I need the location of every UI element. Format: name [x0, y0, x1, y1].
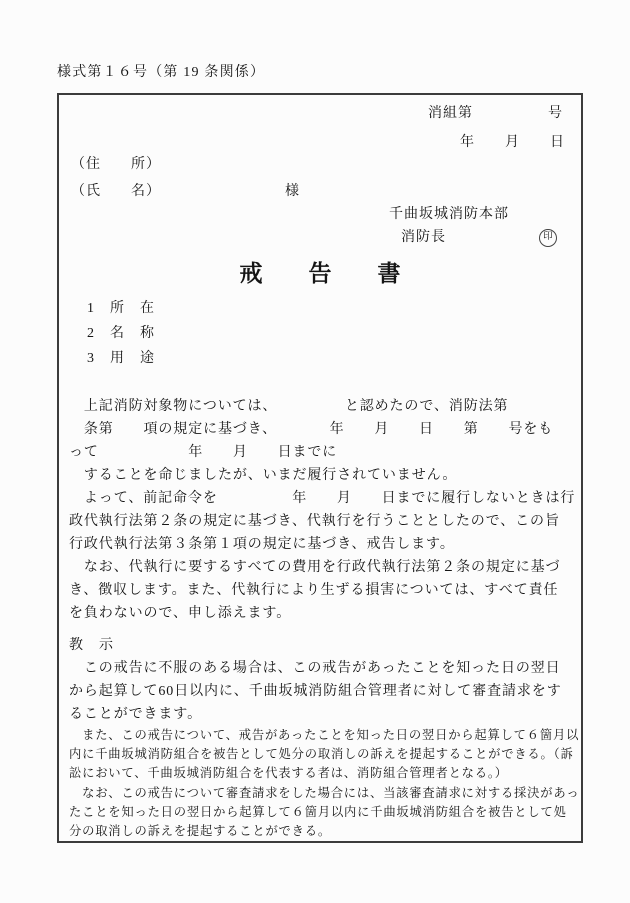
body-line: 上記消防対象物については、 と認めたので、消防法第	[69, 399, 509, 414]
instruction-small-line: 訟において、千曲坂城消防組合を代表する者は、消防組合管理者となる。）	[69, 766, 508, 781]
sender-line	[59, 227, 581, 248]
instruction-line: この戒告に不服のある場合は、この戒告があったことを知った日の翌日	[69, 661, 561, 676]
instruction-heading: 教 示	[69, 638, 114, 653]
document-frame	[57, 93, 583, 843]
document-title: 戒 告 書	[239, 261, 401, 286]
instruction-small-line: また、この戒告について、戒告があったことを知った日の翌日から起算して６箇月以	[69, 728, 580, 742]
instruction-small-line: 分の取消しの訴えを提起することができる。	[69, 824, 331, 839]
name-label: （氏 名）	[71, 184, 161, 199]
instruction-text	[59, 657, 581, 726]
name-line	[59, 181, 581, 202]
body-line: することを命じましたが、いまだ履行されていません。	[69, 468, 458, 483]
organization-name: 千曲坂城消防本部	[389, 207, 509, 222]
sender-title: 消防長	[401, 230, 446, 245]
instruction-line: ることができます。	[69, 707, 202, 722]
body-line: 行政代執行法第３条第１項の規定に基づき、戒告します。	[69, 537, 455, 552]
item-name: 2 名 称	[87, 326, 155, 341]
instruction-line: から起算して60日以内に、千曲坂城消防組合管理者に対して審査請求をす	[69, 684, 562, 699]
body-line: 政代執行法第２条の規定に基づき、代執行を行うこととしたので、この旨	[69, 514, 560, 529]
body-line: き、徴収します。また、代執行により生ずる損害については、すべて責任	[69, 583, 559, 598]
instruction-small-text	[59, 726, 581, 841]
form-number: 様式第１６号（第 19 条関係）	[57, 65, 266, 80]
addressee-honorific: 様	[285, 184, 300, 199]
item-use: 3 用 途	[87, 351, 155, 366]
date-line: 年 月 日	[460, 135, 565, 150]
property-items	[59, 296, 581, 371]
item-location: 1 所 在	[87, 301, 155, 316]
instruction-small-line: なお、この戒告について審査請求をした場合には、当該審査請求に対する採決があっ	[69, 785, 580, 800]
body-line: よって、前記命令を 年 月 日までに履行しないときは行	[69, 491, 576, 506]
body-line: なお、代執行に要するすべての費用を行政代執行法第２条の規定に基づ	[69, 560, 561, 575]
instruction-small-line: たことを知った日の翌日から起算して６箇月以内に千曲坂城消防組合を被告として処	[69, 804, 567, 819]
seal-icon: 印	[539, 229, 557, 247]
body-text	[59, 395, 581, 625]
body-line: を負わないので、申し添えます。	[69, 606, 292, 621]
instruction-small-line: 内に千曲坂城消防組合を被告として処分の取消しの訴えを提起することができる。（訴	[69, 747, 574, 762]
body-line: 条第 項の規定に基づき、 年 月 日 第 号をも	[69, 422, 554, 437]
document-number-line: 消組第 号	[428, 106, 563, 121]
body-line: って 年 月 日までに	[69, 445, 338, 460]
address-label: （住 所）	[71, 157, 161, 172]
